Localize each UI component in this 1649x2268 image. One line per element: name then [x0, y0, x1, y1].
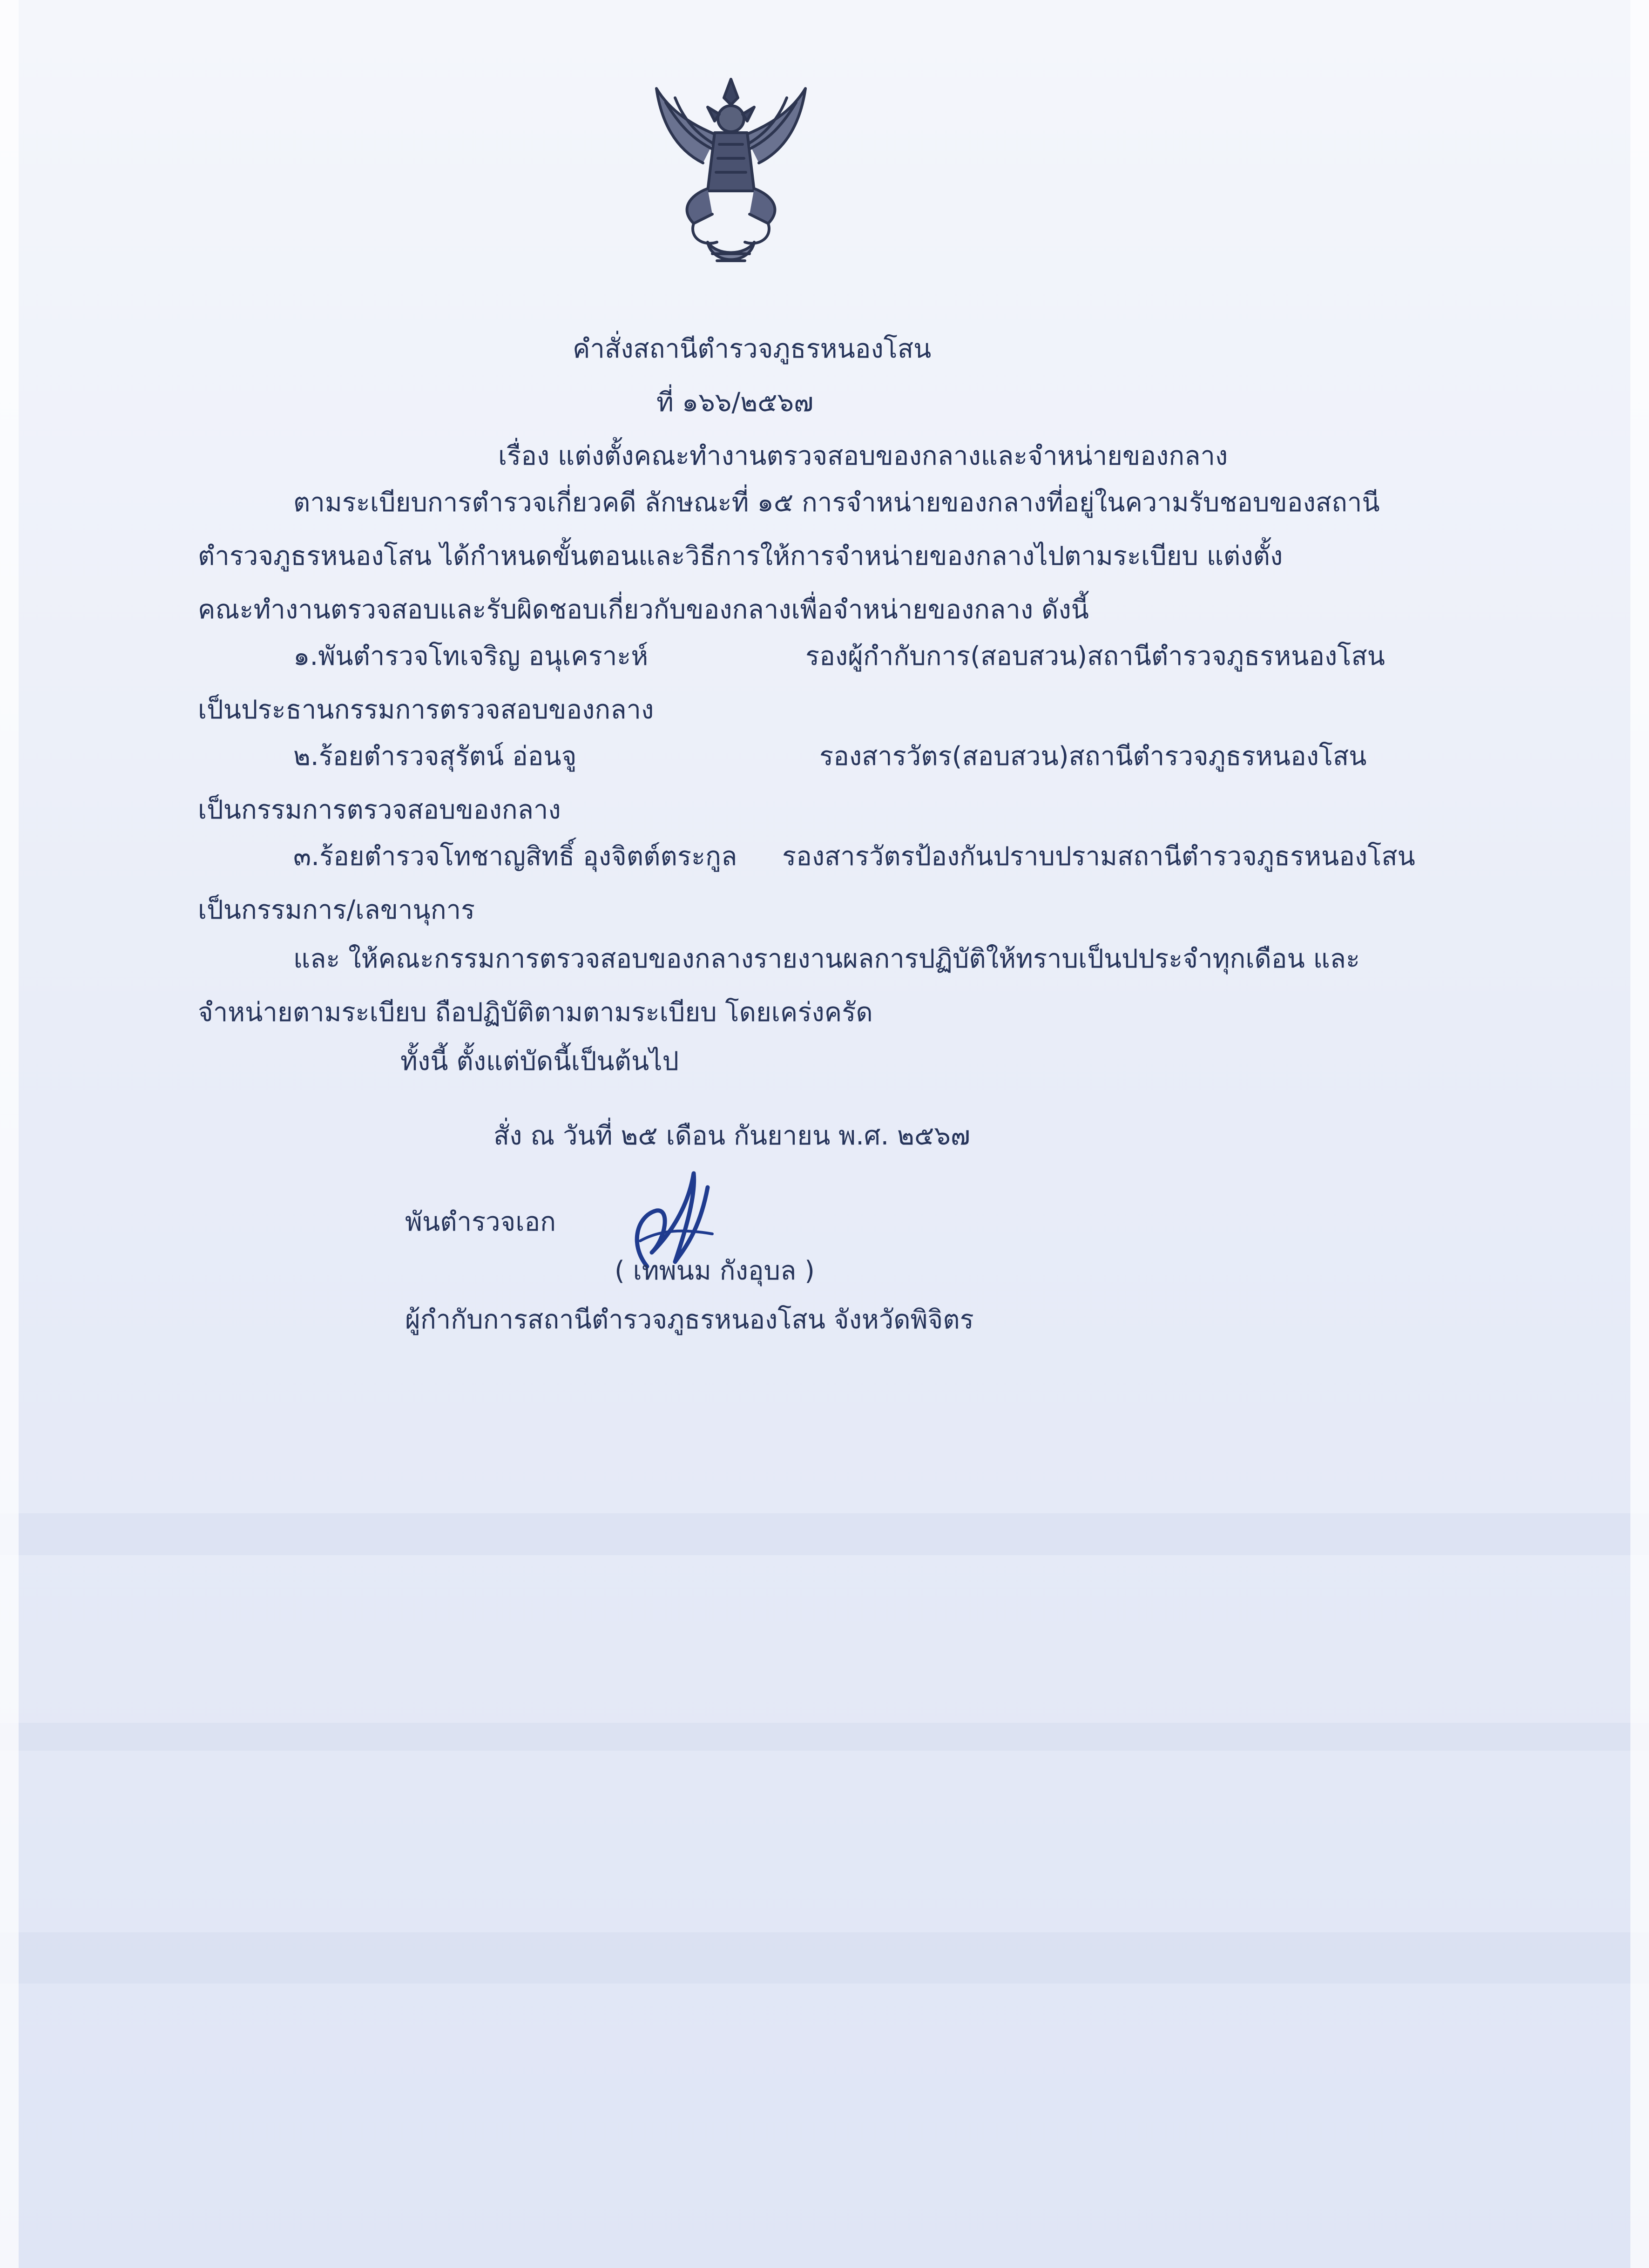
signer-rank: พันตำรวจเอก: [405, 1207, 556, 1237]
member-role: เป็นประธานกรรมการตรวจสอบของกลาง: [198, 695, 654, 725]
member-position: รองผู้กำกับการ(สอบสวน)สถานีตำรวจภูธรหนองโสน: [805, 641, 1385, 671]
member-name: ๓.ร้อยตำรวจโทชาญสิทธิ์ อุงจิตต์ตระกูล: [293, 841, 737, 872]
order-subject: เรื่อง แต่งตั้งคณะทำงานตรวจสอบของกลางและจำหน่ายของกลาง: [498, 441, 1228, 471]
scan-band: [0, 1513, 1649, 1555]
order-number: ที่ ๑๖๖/๒๕๖๗: [656, 387, 814, 418]
member-position: รองสารวัตร(สอบสวน)สถานีตำรวจภูธรหนองโสน: [819, 741, 1367, 772]
intro-line: ตำรวจภูธรหนองโสน ได้กำหนดขั้นตอนและวิธีการให้การจำหน่ายของกลางไปตามระเบียบ แต่งตั้ง: [198, 541, 1283, 571]
order-title: คำสั่งสถานีตำรวจภูธรหนองโสน: [573, 334, 932, 364]
member-name: ๒.ร้อยตำรวจสุรัตน์ อ่อนจู: [293, 741, 577, 772]
signer-name: ( เทพนม กังอุบล ): [615, 1256, 815, 1286]
intro-line: ตามระเบียบการตำรวจเกี่ยวคดี ลักษณะที่ ๑๕ การจำหน่ายของกลางที่อยู่ในความรับชอบของสถานี: [293, 487, 1380, 518]
intro-line: คณะทำงานตรวจสอบและรับผิดชอบเกี่ยวกับของกลางเพื่อจำหน่ายของกลาง ดังนี้: [198, 595, 1089, 625]
scan-edge-left: [0, 0, 19, 2268]
instruction-line: และ ให้คณะกรรมการตรวจสอบของกลางรายงานผลการปฏิบัติให้ทราบเป็นปประจำทุกเดือน และ: [293, 944, 1360, 974]
garuda-emblem-icon: [638, 70, 824, 284]
member-role: เป็นกรรมการตรวจสอบของกลาง: [198, 795, 561, 825]
scan-band: [0, 1932, 1649, 1984]
signer-title: ผู้กำกับการสถานีตำรวจภูธรหนองโสน จังหวัดพิจิตร: [405, 1305, 974, 1335]
member-position: รองสารวัตรป้องกันปราบปรามสถานีตำรวจภูธรหนองโสน: [782, 841, 1415, 872]
effective-line: ทั้งนี้ ตั้งแต่บัดนี้เป็นต้นไป: [400, 1046, 679, 1076]
member-name: ๑.พันตำรวจโทเจริญ อนุเคราะห์: [293, 641, 649, 671]
order-date: สั่ง ณ วันที่ ๒๕ เดือน กันยายน พ.ศ. ๒๕๖๗: [493, 1121, 970, 1151]
instruction-line: จำหน่ายตามระเบียบ ถือปฏิบัติตามตามระเบียบ โดยเคร่งครัด: [198, 997, 873, 1028]
scan-band: [0, 1723, 1649, 1751]
scan-edge-right: [1630, 0, 1649, 2268]
member-role: เป็นกรรมการ/เลขานุการ: [198, 895, 475, 925]
